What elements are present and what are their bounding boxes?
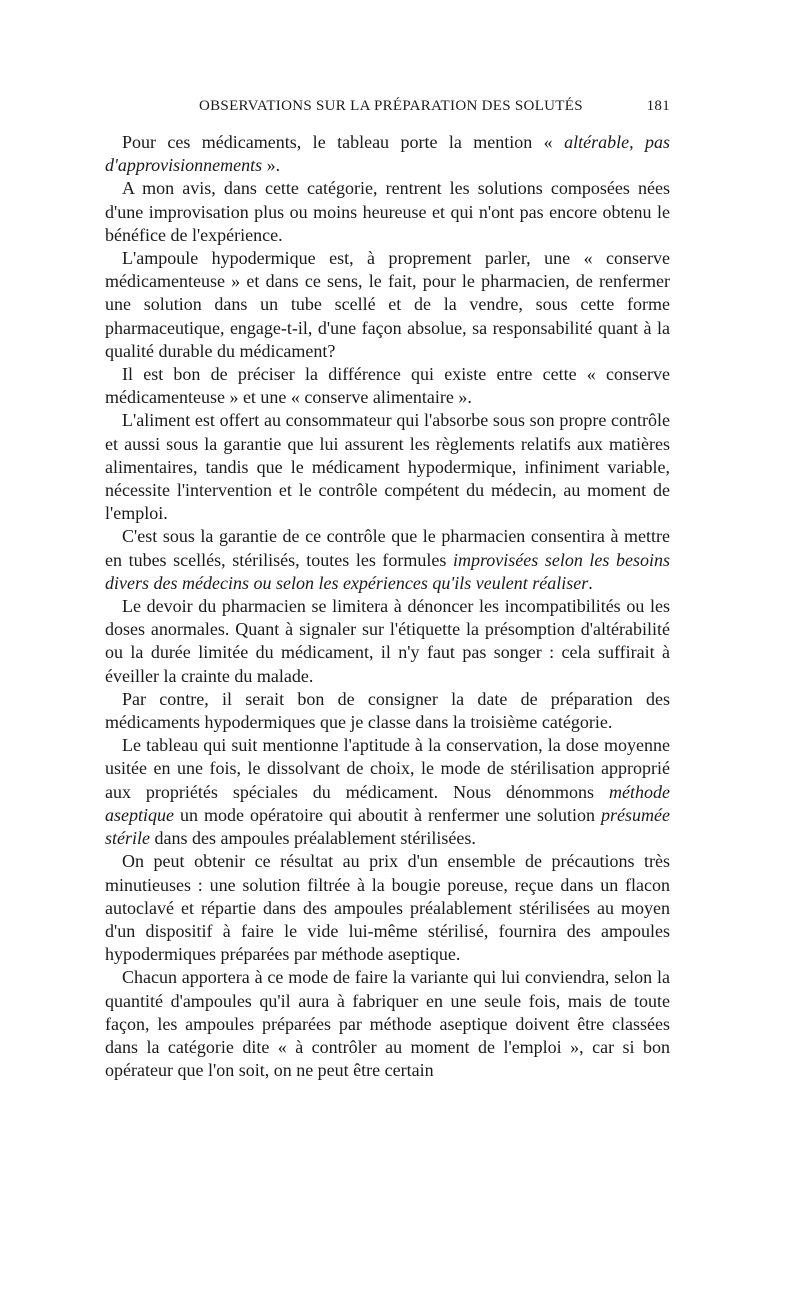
paragraph — [105, 177, 670, 247]
italic-run: méthode aseptique — [105, 781, 670, 825]
paragraph — [105, 525, 670, 595]
text-run: dans des ampoules préalablement stérilisées. — [150, 828, 476, 849]
paragraph — [105, 131, 670, 177]
text-run: . — [588, 572, 593, 593]
text-run: un mode opératoire qui aboutit à renfermer une solution — [174, 804, 602, 825]
paragraph — [105, 595, 670, 688]
text-run: Le tableau qui suit mentionne l'aptitude à la conservation, la dose moyenne usitée en une fois, le dissolvant de choix, le mode de stérilisation approprié aux propriétés spéciales du médicament. Nous dénommons — [105, 735, 670, 802]
text-run: ». — [262, 155, 281, 176]
body-text — [105, 131, 670, 1082]
paragraph — [105, 409, 670, 525]
text-run: Pour ces médicaments, le tableau porte la mention « — [122, 132, 565, 152]
italic-run: altérable, pas d'approvisionnements — [105, 132, 670, 176]
text-run: On peut obtenir ce résultat au prix d'un ensemble de précautions très minutieuses : une solution filtrée à la bougie poreuse, reçue dans un flacon autoclavé et répartie dans des ampoules préalablement stérilisées au moyen d'un dispositif à faire le vide lui-même stérilisé, fournira des ampoules hypodermiques préparées par méthode aseptique. — [105, 851, 670, 965]
text-run: L'ampoule hypodermique est, à proprement parler, une « conserve médicamenteuse » et dans ce sens, le fait, pour le pharmacien, de renfermer une solution dans un tube scellé et de la vendre, sous cette forme pharmaceutique, engage-t-il, d'une façon absolue, sa responsabilité quant à la qualité durable du médicament? — [105, 248, 670, 361]
text-run: Il est bon de préciser la différence qui existe entre cette « conserve médicamenteuse » et une « conserve alimentaire ». — [105, 364, 670, 408]
paragraph — [105, 966, 670, 1082]
paragraph — [105, 688, 670, 734]
paragraph — [105, 247, 670, 363]
paragraph — [105, 734, 670, 850]
running-title: OBSERVATIONS SUR LA PRÉPARATION DES SOLUTÉS — [199, 98, 583, 114]
page-number: 181 — [646, 98, 670, 114]
text-run: C'est sous la garantie de ce contrôle que le pharmacien consentira à mettre en tubes scellés, stérilisés, toutes les formules — [105, 526, 670, 570]
text-run: Par contre, il serait bon de consigner la date de préparation des médicaments hypodermiques que je classe dans la troisième catégorie. — [105, 688, 670, 733]
running-header — [105, 98, 670, 122]
paragraph — [105, 850, 670, 966]
italic-run: présumée stérile — [105, 804, 670, 849]
paragraph — [105, 363, 670, 409]
text-run: A mon avis, dans cette catégorie, rentrent les solutions composées nées d'une improvisation plus ou moins heureuse et qui n'ont pas encore obtenu le bénéfice de l'expérience. — [105, 178, 670, 245]
text-run: Chacun apportera à ce mode de faire la variante qui lui conviendra, selon la quantité d'ampoules qu'il aura à fabriquer en une seule fois, mais de toute façon, les ampoules préparées par méthode aseptique doivent être classées dans la catégorie dite « à contrôler au moment de l'emploi », car si bon opérateur que l'on soit, on ne peut être certain — [105, 967, 670, 1081]
text-run: L'aliment est offert au consommateur qui l'absorbe sous son propre contrôle et aussi sous la garantie que lui assurent les règlements relatifs aux matières alimentaires, tandis que le médicament hypodermique, infiniment variable, nécessite l'intervention et le contrôle compétent du médecin, au moment de l'emploi. — [105, 410, 670, 524]
italic-run: improvisées selon les besoins divers des médecins ou selon les expériences qu'ils veulent réaliser — [105, 549, 670, 593]
text-run: Le devoir du pharmacien se limitera à dénoncer les incompatibilités ou les doses anormales. Quant à signaler sur l'étiquette la présomption d'altérabilité ou la durée limitée du médicament, il n'y faut pas songer : cela suffirait à éveiller la crainte du malade. — [105, 596, 670, 686]
